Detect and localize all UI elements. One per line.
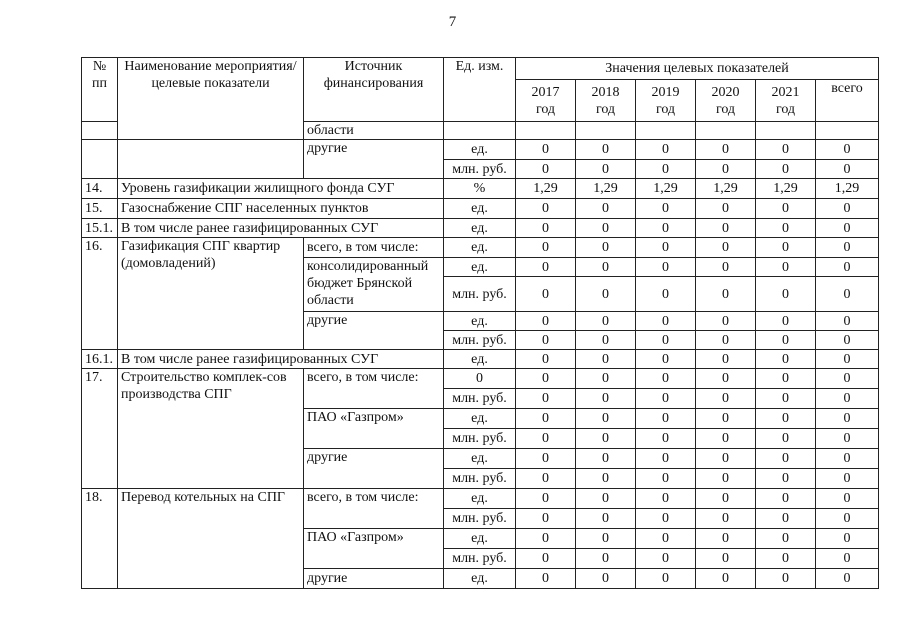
value-cell: 1,29 bbox=[696, 179, 756, 199]
value-cell: 0 bbox=[816, 549, 879, 569]
value-cell: 0 bbox=[576, 529, 636, 549]
unit-cell: ед. bbox=[444, 449, 516, 469]
no-cell: 16.1. bbox=[82, 350, 118, 369]
value-cell: 1,29 bbox=[576, 179, 636, 199]
value-cell: 0 bbox=[576, 449, 636, 469]
no-cell bbox=[82, 140, 118, 179]
value-cell: 0 bbox=[756, 409, 816, 429]
value-cell bbox=[696, 122, 756, 140]
value-cell: 0 bbox=[636, 549, 696, 569]
value-cell: 0 bbox=[816, 449, 879, 469]
header-unit: Ед. изм. bbox=[444, 58, 516, 122]
no-cell: 15.1. bbox=[82, 219, 118, 238]
value-cell: 0 bbox=[696, 258, 756, 277]
unit-cell: ед. bbox=[444, 489, 516, 509]
value-cell: 0 bbox=[756, 219, 816, 238]
value-cell: 0 bbox=[816, 409, 879, 429]
value-cell: 0 bbox=[696, 238, 756, 258]
header-year-2020: 2020 год bbox=[696, 80, 756, 122]
header-year-2019: 2019 год bbox=[636, 80, 696, 122]
source-cell: всего, в том числе: bbox=[304, 369, 444, 409]
name-cell: Перевод котельных на СПГ bbox=[118, 489, 304, 589]
value-cell: 0 bbox=[516, 277, 576, 312]
value-cell: 0 bbox=[516, 569, 576, 589]
value-cell: 0 bbox=[696, 312, 756, 331]
unit-cell: ед. bbox=[444, 569, 516, 589]
no-cell: 18. bbox=[82, 489, 118, 589]
name-cell: Газоснабжение СПГ населенных пунктов bbox=[118, 199, 444, 219]
value-cell: 0 bbox=[636, 140, 696, 160]
value-cell: 0 bbox=[816, 509, 879, 529]
value-cell: 0 bbox=[816, 277, 879, 312]
value-cell: 0 bbox=[816, 350, 879, 369]
no-cell: 16. bbox=[82, 238, 118, 350]
value-cell: 0 bbox=[516, 312, 576, 331]
value-cell: 0 bbox=[696, 409, 756, 429]
unit-cell: ед. bbox=[444, 258, 516, 277]
value-cell bbox=[576, 122, 636, 140]
value-cell: 0 bbox=[696, 277, 756, 312]
value-cell: 0 bbox=[636, 277, 696, 312]
value-cell: 1,29 bbox=[816, 179, 879, 199]
value-cell: 0 bbox=[576, 258, 636, 277]
unit-cell: ед. bbox=[444, 140, 516, 160]
value-cell: 0 bbox=[696, 140, 756, 160]
name-cell: Газификация СПГ квартир (домовладений) bbox=[118, 238, 304, 350]
unit-cell: млн. руб. bbox=[444, 469, 516, 489]
value-cell: 0 bbox=[516, 199, 576, 219]
value-cell: 0 bbox=[516, 409, 576, 429]
value-cell: 0 bbox=[636, 569, 696, 589]
value-cell: 0 bbox=[756, 389, 816, 409]
value-cell: 0 bbox=[516, 258, 576, 277]
value-cell: 0 bbox=[696, 449, 756, 469]
target-indicators-table bbox=[81, 57, 879, 589]
value-cell: 0 bbox=[756, 238, 816, 258]
value-cell: 0 bbox=[696, 569, 756, 589]
value-cell: 0 bbox=[816, 369, 879, 389]
value-cell: 0 bbox=[516, 331, 576, 350]
value-cell: 0 bbox=[636, 369, 696, 389]
value-cell: 0 bbox=[816, 312, 879, 331]
value-cell: 0 bbox=[696, 489, 756, 509]
value-cell: 0 bbox=[516, 140, 576, 160]
value-cell: 0 bbox=[636, 389, 696, 409]
value-cell: 0 bbox=[816, 140, 879, 160]
value-cell: 0 bbox=[516, 429, 576, 449]
value-cell: 0 bbox=[816, 258, 879, 277]
header-source: Источник финансирования bbox=[304, 58, 444, 122]
value-cell: 0 bbox=[636, 350, 696, 369]
no-cell bbox=[82, 122, 118, 140]
value-cell: 0 bbox=[636, 489, 696, 509]
source-cell: другие bbox=[304, 449, 444, 489]
no-cell: 15. bbox=[82, 199, 118, 219]
value-cell: 0 bbox=[756, 509, 816, 529]
value-cell: 1,29 bbox=[756, 179, 816, 199]
value-cell: 0 bbox=[816, 469, 879, 489]
no-cell: 17. bbox=[82, 369, 118, 489]
source-cell: ПАО «Газпром» bbox=[304, 409, 444, 449]
value-cell: 0 bbox=[696, 429, 756, 449]
value-cell: 0 bbox=[696, 469, 756, 489]
value-cell: 0 bbox=[816, 489, 879, 509]
value-cell: 0 bbox=[696, 509, 756, 529]
value-cell: 0 bbox=[756, 277, 816, 312]
value-cell: 0 bbox=[576, 469, 636, 489]
value-cell: 0 bbox=[756, 369, 816, 389]
page-number: 7 bbox=[448, 14, 457, 30]
value-cell: 0 bbox=[756, 569, 816, 589]
value-cell: 0 bbox=[636, 199, 696, 219]
value-cell bbox=[516, 122, 576, 140]
name-cell: Уровень газификации жилищного фонда СУГ bbox=[118, 179, 444, 199]
value-cell: 0 bbox=[636, 312, 696, 331]
value-cell: 0 bbox=[816, 331, 879, 350]
unit-cell: млн. руб. bbox=[444, 549, 516, 569]
value-cell: 0 bbox=[636, 449, 696, 469]
header-year-2017: 2017 год bbox=[516, 80, 576, 122]
header-name: Наименование мероприятия/целевые показатели bbox=[118, 58, 304, 140]
value-cell: 0 bbox=[516, 549, 576, 569]
name-cell: Строительство комплек-сов производства СПГ bbox=[118, 369, 304, 489]
name-cell: В том числе ранее газифицированных СУГ bbox=[118, 350, 444, 369]
unit-cell: ед. bbox=[444, 312, 516, 331]
value-cell: 0 bbox=[816, 429, 879, 449]
unit-cell: ед. bbox=[444, 238, 516, 258]
value-cell: 0 bbox=[636, 529, 696, 549]
unit-cell: ед. bbox=[444, 350, 516, 369]
unit-cell: ед. bbox=[444, 409, 516, 429]
value-cell: 0 bbox=[696, 219, 756, 238]
unit-cell: млн. руб. bbox=[444, 389, 516, 409]
value-cell: 0 bbox=[576, 489, 636, 509]
value-cell: 0 bbox=[696, 369, 756, 389]
source-cell: ПАО «Газпром» bbox=[304, 529, 444, 569]
value-cell: 0 bbox=[696, 331, 756, 350]
unit-cell: ед. bbox=[444, 529, 516, 549]
value-cell: 0 bbox=[756, 331, 816, 350]
value-cell: 0 bbox=[576, 409, 636, 429]
value-cell: 0 bbox=[516, 529, 576, 549]
value-cell: 0 bbox=[576, 199, 636, 219]
value-cell: 0 bbox=[756, 529, 816, 549]
value-cell: 0 bbox=[636, 160, 696, 179]
value-cell: 0 bbox=[576, 331, 636, 350]
value-cell bbox=[756, 122, 816, 140]
value-cell: 0 bbox=[816, 199, 879, 219]
source-cell: области bbox=[304, 122, 444, 140]
source-cell: другие bbox=[304, 569, 444, 589]
value-cell: 0 bbox=[516, 219, 576, 238]
header-year-2018: 2018 год bbox=[576, 80, 636, 122]
value-cell: 0 bbox=[696, 529, 756, 549]
value-cell: 0 bbox=[516, 509, 576, 529]
value-cell: 0 bbox=[516, 160, 576, 179]
value-cell: 0 bbox=[756, 258, 816, 277]
unit-cell: млн. руб. bbox=[444, 331, 516, 350]
unit-cell: млн. руб. bbox=[444, 429, 516, 449]
value-cell: 0 bbox=[516, 389, 576, 409]
value-cell: 0 bbox=[576, 569, 636, 589]
value-cell: 0 bbox=[636, 409, 696, 429]
value-cell: 0 bbox=[636, 258, 696, 277]
value-cell: 0 bbox=[576, 509, 636, 529]
value-cell: 0 bbox=[576, 277, 636, 312]
value-cell: 0 bbox=[816, 160, 879, 179]
header-year-2021: 2021 год bbox=[756, 80, 816, 122]
value-cell: 0 bbox=[816, 569, 879, 589]
header-values: Значения целевых показателей bbox=[516, 58, 879, 80]
value-cell: 0 bbox=[516, 449, 576, 469]
value-cell: 0 bbox=[816, 238, 879, 258]
value-cell: 0 bbox=[696, 199, 756, 219]
unit-cell: 0 bbox=[444, 369, 516, 389]
value-cell: 0 bbox=[756, 489, 816, 509]
unit-cell: млн. руб. bbox=[444, 509, 516, 529]
value-cell: 1,29 bbox=[516, 179, 576, 199]
unit-cell: млн. руб. bbox=[444, 160, 516, 179]
value-cell: 0 bbox=[756, 160, 816, 179]
value-cell: 1,29 bbox=[636, 179, 696, 199]
value-cell: 0 bbox=[576, 389, 636, 409]
value-cell: 0 bbox=[756, 449, 816, 469]
unit-cell bbox=[444, 122, 516, 140]
header-total: всего bbox=[816, 80, 879, 122]
value-cell: 0 bbox=[576, 312, 636, 331]
unit-cell: млн. руб. bbox=[444, 277, 516, 312]
value-cell: 0 bbox=[576, 140, 636, 160]
value-cell: 0 bbox=[636, 509, 696, 529]
source-cell: консолидированный бюджет Брянской области bbox=[304, 258, 444, 312]
value-cell: 0 bbox=[756, 312, 816, 331]
value-cell: 0 bbox=[756, 350, 816, 369]
value-cell: 0 bbox=[516, 489, 576, 509]
value-cell: 0 bbox=[516, 238, 576, 258]
value-cell: 0 bbox=[816, 529, 879, 549]
no-cell: 14. bbox=[82, 179, 118, 199]
header-no: № пп bbox=[82, 58, 118, 122]
value-cell bbox=[636, 122, 696, 140]
value-cell: 0 bbox=[756, 199, 816, 219]
value-cell: 0 bbox=[576, 238, 636, 258]
value-cell: 0 bbox=[576, 549, 636, 569]
value-cell: 0 bbox=[756, 140, 816, 160]
value-cell: 0 bbox=[756, 429, 816, 449]
value-cell: 0 bbox=[576, 429, 636, 449]
name-cell: В том числе ранее газифицированных СУГ bbox=[118, 219, 444, 238]
value-cell: 0 bbox=[576, 160, 636, 179]
value-cell: 0 bbox=[636, 238, 696, 258]
unit-cell: % bbox=[444, 179, 516, 199]
value-cell: 0 bbox=[636, 219, 696, 238]
value-cell: 0 bbox=[636, 331, 696, 350]
value-cell: 0 bbox=[696, 549, 756, 569]
value-cell: 0 bbox=[516, 369, 576, 389]
source-cell: всего, в том числе: bbox=[304, 489, 444, 529]
value-cell: 0 bbox=[576, 369, 636, 389]
value-cell: 0 bbox=[576, 219, 636, 238]
unit-cell: ед. bbox=[444, 219, 516, 238]
value-cell: 0 bbox=[816, 389, 879, 409]
value-cell: 0 bbox=[636, 429, 696, 449]
value-cell bbox=[816, 122, 879, 140]
value-cell: 0 bbox=[516, 350, 576, 369]
value-cell: 0 bbox=[636, 469, 696, 489]
source-cell: другие bbox=[304, 140, 444, 179]
value-cell: 0 bbox=[516, 469, 576, 489]
value-cell: 0 bbox=[696, 350, 756, 369]
value-cell: 0 bbox=[756, 549, 816, 569]
source-cell: другие bbox=[304, 312, 444, 350]
unit-cell: ед. bbox=[444, 199, 516, 219]
value-cell: 0 bbox=[576, 350, 636, 369]
source-cell: всего, в том числе: bbox=[304, 238, 444, 258]
name-cell bbox=[118, 140, 304, 179]
value-cell: 0 bbox=[816, 219, 879, 238]
value-cell: 0 bbox=[696, 389, 756, 409]
value-cell: 0 bbox=[696, 160, 756, 179]
value-cell: 0 bbox=[756, 469, 816, 489]
